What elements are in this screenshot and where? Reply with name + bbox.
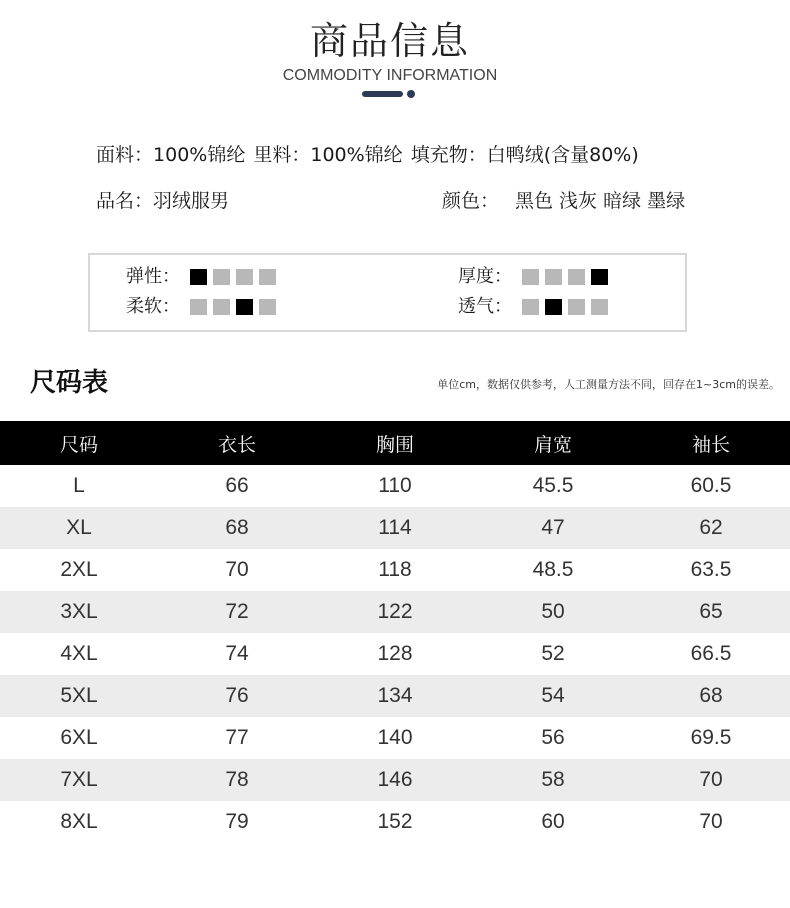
size-table-body bbox=[0, 465, 790, 843]
cell-chest: 146 bbox=[316, 759, 474, 801]
lining-value: 100%锦纶 bbox=[310, 144, 403, 166]
cell-sleeve: 60.5 bbox=[690, 474, 732, 497]
rating-square bbox=[213, 299, 230, 315]
cell-shoulder: 54 bbox=[474, 675, 632, 717]
filling-label: 填充物： bbox=[410, 144, 487, 166]
cell-size: 7XL bbox=[0, 759, 158, 801]
rating-softness bbox=[126, 296, 282, 318]
header-size: 尺码 bbox=[0, 421, 158, 465]
cell-length: 77 bbox=[225, 726, 249, 749]
rating-label: 透气： bbox=[458, 296, 512, 317]
table-row bbox=[0, 507, 790, 549]
rating-square-active bbox=[190, 269, 207, 285]
cell-sleeve: 70 bbox=[699, 810, 723, 833]
cell-shoulder: 56 bbox=[541, 726, 565, 749]
size-table-header-row bbox=[0, 421, 790, 465]
cell-shoulder: 47 bbox=[474, 507, 632, 549]
decoration-dot bbox=[407, 90, 415, 98]
table-row bbox=[0, 717, 790, 759]
table-row bbox=[0, 675, 790, 717]
color-value: 黑色 浅灰 暗绿 墨绿 bbox=[515, 190, 686, 212]
page-title: 商品信息 bbox=[309, 19, 470, 63]
rating-scale bbox=[190, 296, 282, 321]
cell-chest: 140 bbox=[377, 726, 413, 749]
cell-sleeve: 63.5 bbox=[690, 558, 732, 581]
cell-sleeve: 70 bbox=[632, 759, 790, 801]
cell-length: 66 bbox=[225, 474, 249, 497]
cell-length: 78 bbox=[158, 759, 316, 801]
rating-square-active bbox=[591, 269, 608, 285]
rating-breathability bbox=[458, 296, 614, 318]
cell-length: 79 bbox=[225, 810, 249, 833]
cell-chest: 152 bbox=[377, 810, 413, 833]
cell-sleeve: 66.5 bbox=[690, 642, 732, 665]
rating-square bbox=[591, 299, 608, 315]
product-name-line bbox=[96, 188, 229, 214]
lining-label: 里料： bbox=[253, 144, 311, 166]
rating-square bbox=[259, 299, 276, 315]
cell-size: 2XL bbox=[60, 558, 98, 581]
cell-size: 4XL bbox=[60, 642, 98, 665]
rating-elasticity bbox=[126, 266, 282, 288]
table-row bbox=[0, 465, 790, 507]
table-row bbox=[0, 633, 790, 675]
cell-shoulder: 45.5 bbox=[532, 474, 574, 497]
rating-scale bbox=[190, 266, 282, 291]
rating-scale bbox=[522, 266, 614, 291]
size-table bbox=[0, 421, 790, 843]
product-name-label: 品名： bbox=[96, 190, 154, 212]
color-line bbox=[442, 188, 685, 214]
header-length: 衣长 bbox=[158, 421, 316, 465]
rating-square bbox=[568, 269, 585, 285]
rating-label: 弹性： bbox=[126, 266, 180, 287]
rating-square-active bbox=[236, 299, 253, 315]
rating-square bbox=[236, 269, 253, 285]
rating-label: 厚度： bbox=[458, 266, 512, 287]
cell-sleeve: 69.5 bbox=[690, 726, 732, 749]
rating-label: 柔软： bbox=[126, 296, 180, 317]
fabric-label: 面料： bbox=[96, 144, 154, 166]
rating-thickness bbox=[458, 266, 614, 288]
page-subtitle: COMMODITY INFORMATION bbox=[282, 67, 498, 84]
cell-shoulder: 48.5 bbox=[532, 558, 574, 581]
header-sleeve: 袖长 bbox=[632, 421, 790, 465]
cell-sleeve: 68 bbox=[632, 675, 790, 717]
cell-length: 76 bbox=[158, 675, 316, 717]
cell-size: 3XL bbox=[0, 591, 158, 633]
size-chart-title: 尺码表 bbox=[30, 368, 109, 398]
cell-size: XL bbox=[0, 507, 158, 549]
cell-shoulder: 58 bbox=[474, 759, 632, 801]
cell-shoulder: 60 bbox=[541, 810, 565, 833]
table-row bbox=[0, 801, 790, 843]
cell-chest: 110 bbox=[378, 474, 412, 497]
cell-chest: 114 bbox=[316, 507, 474, 549]
cell-size: 6XL bbox=[60, 726, 98, 749]
cell-sleeve: 65 bbox=[632, 591, 790, 633]
table-row bbox=[0, 759, 790, 801]
cell-length: 72 bbox=[158, 591, 316, 633]
cell-chest: 118 bbox=[378, 558, 412, 581]
title-decoration bbox=[362, 90, 422, 98]
color-label: 颜色： bbox=[442, 190, 500, 212]
header-shoulder: 肩宽 bbox=[474, 421, 632, 465]
cell-sleeve: 62 bbox=[632, 507, 790, 549]
cell-length: 68 bbox=[158, 507, 316, 549]
rating-square bbox=[545, 269, 562, 285]
header-chest: 胸围 bbox=[316, 421, 474, 465]
rating-square bbox=[522, 299, 539, 315]
rating-square bbox=[522, 269, 539, 285]
cell-size: 8XL bbox=[60, 810, 98, 833]
cell-shoulder: 52 bbox=[541, 642, 565, 665]
cell-size: L bbox=[73, 474, 85, 497]
rating-square-active bbox=[545, 299, 562, 315]
material-line bbox=[96, 142, 639, 168]
table-row bbox=[0, 591, 790, 633]
product-name-value: 羽绒服男 bbox=[153, 190, 230, 212]
cell-size: 5XL bbox=[0, 675, 158, 717]
filling-value: 白鸭绒(含量80%) bbox=[486, 144, 639, 166]
table-row bbox=[0, 549, 790, 591]
cell-chest: 134 bbox=[316, 675, 474, 717]
cell-shoulder: 50 bbox=[474, 591, 632, 633]
rating-square bbox=[568, 299, 585, 315]
cell-length: 70 bbox=[225, 558, 249, 581]
cell-chest: 128 bbox=[377, 642, 413, 665]
rating-square bbox=[190, 299, 207, 315]
rating-scale bbox=[522, 296, 614, 321]
size-chart-note: 单位cm，数据仅供参考，人工测量方法不同，回存在1~3cm的误差。 bbox=[437, 378, 780, 391]
fabric-value: 100%锦纶 bbox=[153, 144, 246, 166]
cell-chest: 122 bbox=[316, 591, 474, 633]
rating-square bbox=[213, 269, 230, 285]
decoration-bar bbox=[362, 91, 403, 97]
rating-square bbox=[259, 269, 276, 285]
cell-length: 74 bbox=[225, 642, 249, 665]
